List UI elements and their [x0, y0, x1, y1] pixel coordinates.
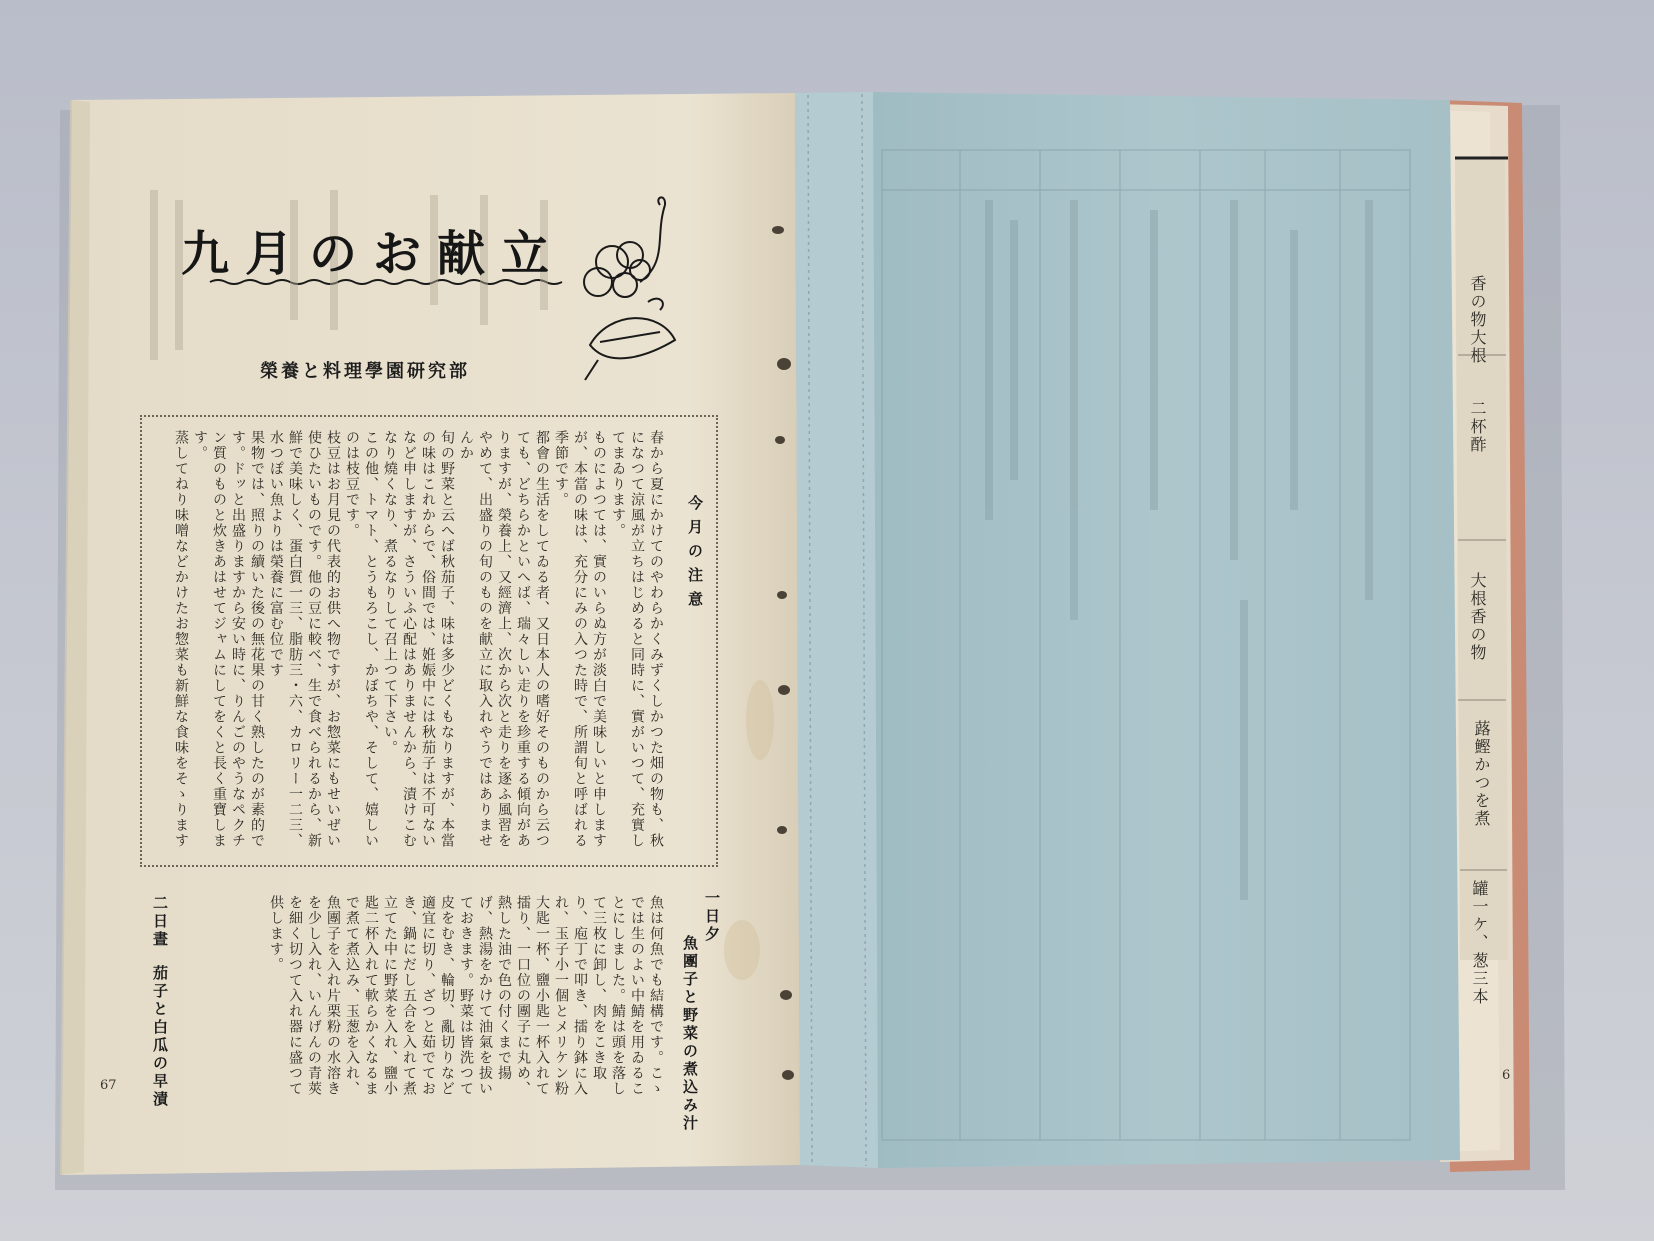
note-col: めて、出盛りの旬のものを献立 [477, 445, 493, 663]
note-col: は多少どくもなりますが、本 [439, 631, 455, 833]
note-col: 秋になつて涼風が立ちはじめる [629, 430, 664, 849]
day1-col: 三枚に卸し、肉をこき取り、庖 [572, 895, 607, 1081]
note-col: しい走りを珍重する傾向があり [496, 430, 531, 849]
article-subtitle: 榮養と料理學園研究部 [260, 361, 470, 382]
menu-label-radish-pickles: 大根香の物 [1468, 572, 1487, 662]
note-col: で美味しく、蛋白質一三、脂肪 [287, 445, 303, 663]
note-col: 都會の生活をしてゐる者、又 [534, 430, 550, 632]
day1-body [268, 895, 665, 1110]
day1-col: 洗つて皮をむき、輪切、亂切り [439, 895, 474, 1097]
note-col: 果物では、照りの續いた後の [249, 430, 265, 632]
menu-label-pickled-radish: 香の物大根 [1468, 275, 1487, 365]
note-col: 旬の野菜と云へば秋茄子、味 [439, 430, 455, 632]
day1-col: 片栗粉の水溶きを少し入れ、い [306, 895, 341, 1097]
note-col: し、かぼちや、そして、嬉しい [363, 631, 379, 849]
day1-col: の團子に丸め、熱した油で色の [496, 895, 531, 1097]
note-col: この他、トマト、とうもろこ [363, 430, 379, 632]
day2-heading: 二日晝 [151, 895, 169, 949]
note-col: ど申しますが、さういふ心配は [401, 445, 417, 663]
note-col: のは枝豆です。 [344, 430, 360, 539]
day1-col: 器に盛つて供します。 [268, 895, 303, 1097]
day1-col: 二杯入れて軟らかくなるまで煮 [344, 895, 379, 1097]
note-col: 當の味はこれからで、俗間では、 [420, 430, 455, 849]
menu-label-can: 罐一ケ、葱三本 [1470, 880, 1489, 1006]
note-col: 時に、りんごのやうなペクチン [211, 430, 246, 849]
note-col: つた時で、所謂旬と呼ばれる季 [553, 430, 588, 849]
note-col: 姙娠中には秋茄子は不可ないな [401, 430, 436, 849]
menu-label-nihaizu: 二杯酢 [1468, 400, 1487, 454]
note-col: から次と走りを逐ふ風習をや [477, 430, 512, 849]
note-col: にしてをくと長く重寶します。 [192, 430, 227, 849]
note-col: ますが、榮養上、又經濟上、次 [496, 445, 512, 663]
day1-col: 丁で叩き、擂り鉢に入れ、玉子 [553, 895, 588, 1097]
note-col: て下さい。 [382, 678, 398, 756]
day1-col: て煮込み、玉葱を入れ、魚團子を入れ [325, 895, 360, 1097]
note-col: に取入れやうではありませんか [458, 430, 493, 849]
note-col: べ、生で食べられるから、新鮮 [287, 430, 322, 849]
note-col: 使ひたいものです。他の豆に較 [306, 430, 322, 647]
note-col: 春から夏にかけてのやわらか [648, 430, 664, 632]
note-col: ても、どちらかといへば、瑞々 [515, 430, 531, 647]
note-col: 節です。 [553, 445, 569, 508]
note-col: 物ですが、お惣菜にもせいぜい [325, 631, 341, 849]
note-col: ものによつては、實のいらぬ [591, 430, 607, 632]
day2-dish: 茄子と白瓜の早漬 [151, 965, 169, 1109]
right-page-number: 6 [1502, 1068, 1511, 1083]
note-col: 蒸してねり味噌などかけたお [173, 430, 189, 632]
note-col: ありませんから、漬けこむなり [382, 430, 417, 849]
menu-label-fuki: 蕗鰹かつを煮 [1472, 720, 1491, 828]
day1-dish: 魚團子と野菜の煮込み汁 [681, 935, 699, 1133]
day1-col: 氣を拔いておきます。野菜は皆 [458, 895, 493, 1097]
day1-col: おき、鍋にだし五合を入れて煮 [401, 895, 436, 1097]
day1-col: 小一個とメリケン粉大匙一杯、 [534, 895, 569, 1097]
note-col: 無花果の甘く熟したのが素的で [249, 631, 265, 849]
note-col: と同時に、實がいつて、充實し [629, 631, 645, 849]
note-col: ぽい魚よりは榮養に富む位です [268, 461, 284, 678]
note-col: 三・六、カロリー一二三、水つ [268, 430, 303, 849]
left-page-number: 67 [100, 1078, 117, 1093]
day1-col: など適宜に切り、ざつと茹でて [420, 895, 455, 1097]
note-col: す。ドッと出盛りますから安い [230, 430, 246, 647]
day1-col: んげんの青莢を細く切つて入れ [287, 895, 322, 1097]
notes-body [155, 430, 665, 855]
note-col: 日本人の嗜好そのものから云つ [534, 631, 550, 849]
note-col: 方が淡白で美味しいと申します [591, 631, 607, 849]
note-col: 燒くなり、煮るなりして召上つ [382, 461, 398, 678]
day1-col: 立てた中に野菜を入れ、鹽小匙 [363, 895, 398, 1097]
note-col: 惣菜も新鮮な食味をそゝります [173, 631, 189, 849]
note-col: が、本當の味は、充分にみの入 [572, 430, 588, 647]
day1-col: 鹽小匙一杯入れて擂り、一口位 [515, 895, 550, 1097]
day1-col: とにしました。鯖は頭を落して [591, 895, 626, 1097]
notes-heading: 今月の注意 [686, 495, 704, 615]
day1-col: ゝでは生のよい中鯖を用ゐるこ [629, 895, 664, 1097]
article-title: 九月のお献立 [180, 226, 565, 282]
note-col: 枝豆はお月見の代表的お供へ [325, 430, 341, 632]
day1-heading: 一日夕 [703, 890, 721, 944]
note-col: てまゐります。 [610, 430, 626, 539]
note-col: 質のものと炊きあはせてジャム [211, 445, 227, 663]
day1-col: 付くまで揚げ、熱湯をかけて油 [477, 895, 512, 1081]
note-col: くみずくしかつた畑の物も、 [648, 631, 664, 833]
day1-col: 魚は何魚でも結構です。こ [648, 895, 664, 1081]
